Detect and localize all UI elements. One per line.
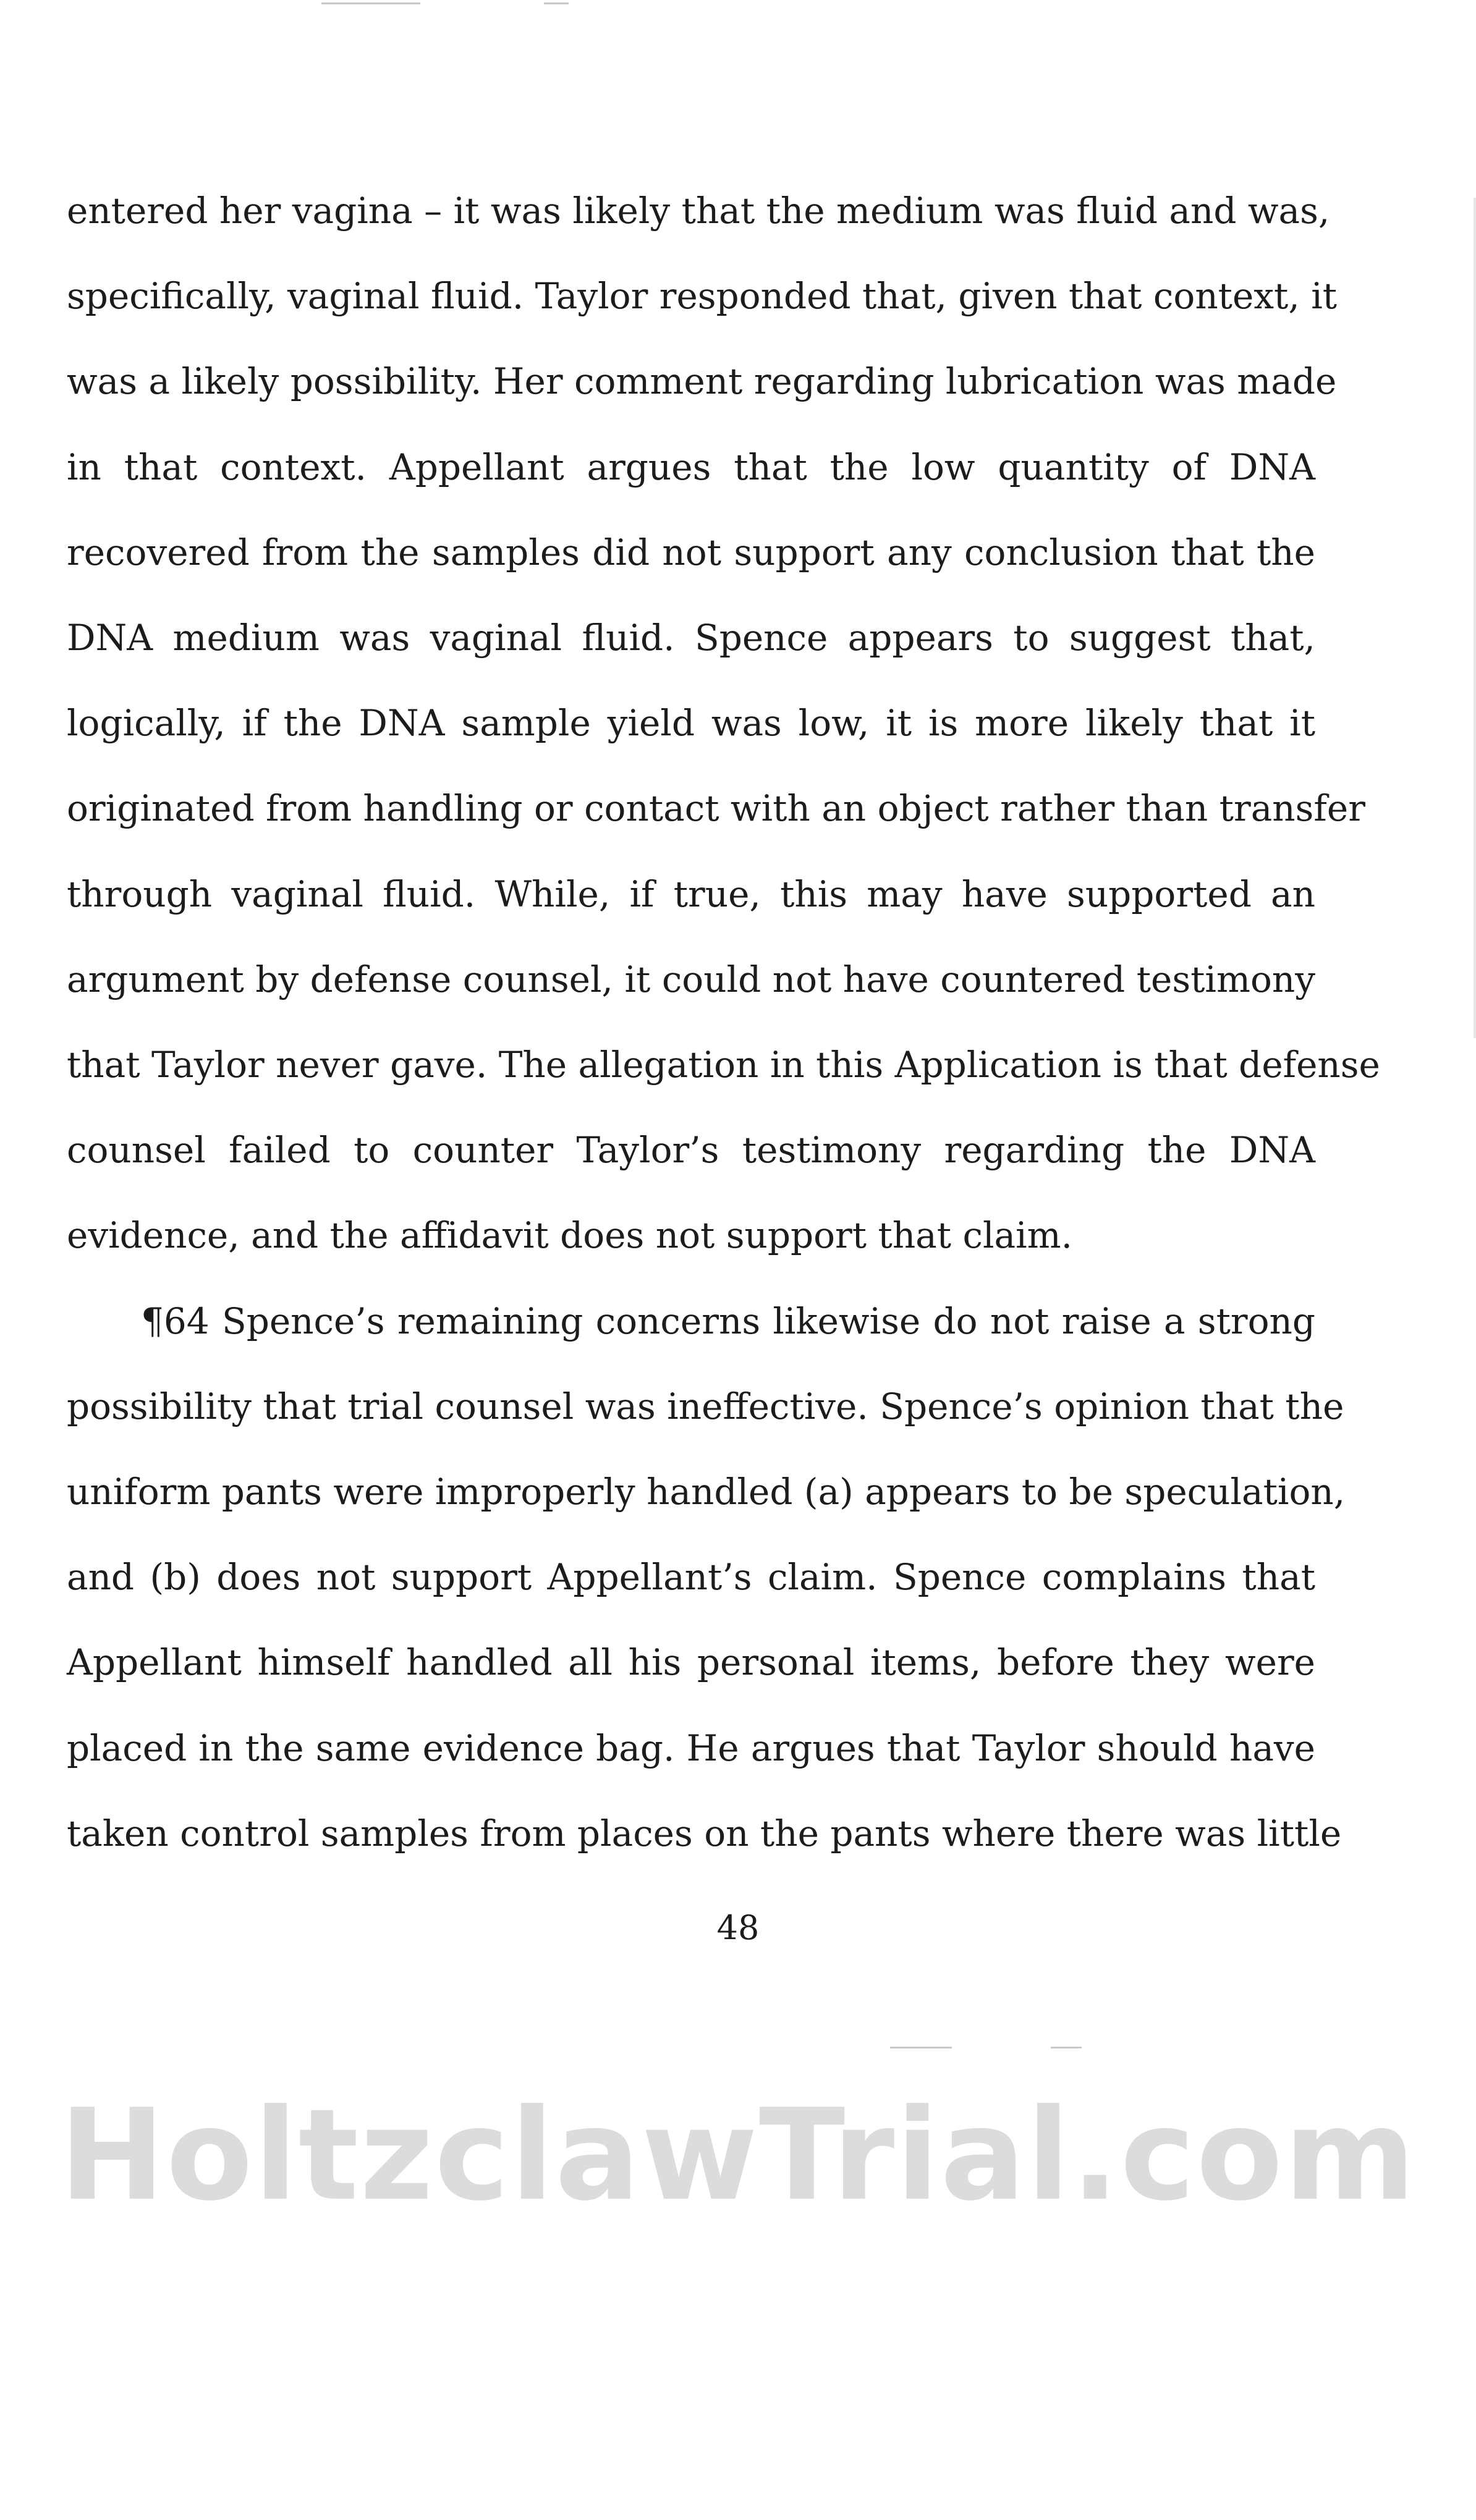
body-text xyxy=(67,168,1380,1876)
text-line: placed in the same evidence bag. He argues that Taylor should have xyxy=(67,1727,1315,1769)
text-line: logically, if the DNA sample yield was low, it is more likely that it xyxy=(67,702,1315,745)
text-line: Appellant himself handled all his personal items, before they were xyxy=(67,1641,1315,1684)
text-line: DNA medium was vaginal fluid. Spence appears to suggest that, xyxy=(67,617,1315,659)
scan-artifact xyxy=(544,2,569,4)
text-line: evidence, and the affidavit does not support that claim. xyxy=(67,1214,1073,1257)
text-line: and (b) does not support Appellant’s claim. Spence complains that xyxy=(67,1556,1315,1599)
text-line: originated from handling or contact with an object rather than transfer xyxy=(67,787,1365,830)
text-line: recovered from the samples did not support any conclusion that the xyxy=(67,531,1315,573)
scan-artifact xyxy=(890,2047,952,2049)
text-line: argument by defense counsel, it could not have countered testimony xyxy=(67,958,1315,1000)
text-line: taken control samples from places on the pants where there was little xyxy=(67,1812,1342,1854)
scan-artifact xyxy=(321,2,420,4)
text-line: possibility that trial counsel was ineffective. Spence’s opinion that the xyxy=(67,1385,1344,1427)
text-line: uniform pants were improperly handled (a) appears to be speculation, xyxy=(67,1471,1346,1513)
text-line: in that context. Appellant argues that the low quantity of DNA xyxy=(67,446,1315,488)
text-line: that Taylor never gave. The allegation in this Application is that defense xyxy=(67,1044,1380,1086)
page-number: 48 xyxy=(716,1908,760,1947)
text-line: entered her vagina – it was likely that the medium was fluid and was, xyxy=(67,190,1330,232)
text-line: through vaginal fluid. While, if true, this may have supported an xyxy=(67,873,1315,915)
text-line: counsel failed to counter Taylor’s testimony regarding the DNA xyxy=(67,1129,1315,1172)
text-line: was a likely possibility. Her comment regarding lubrication was made xyxy=(67,360,1337,403)
scan-edge xyxy=(1474,198,1476,1038)
watermark: HoltzclawTrial.com xyxy=(59,2082,1417,2229)
scan-artifact xyxy=(1051,2047,1082,2049)
text-line: specifically, vaginal fluid. Taylor responded that, given that context, it xyxy=(67,275,1338,318)
paragraph-64-start: ¶64 Spence’s remaining concerns likewise do not raise a strong xyxy=(141,1300,1315,1342)
